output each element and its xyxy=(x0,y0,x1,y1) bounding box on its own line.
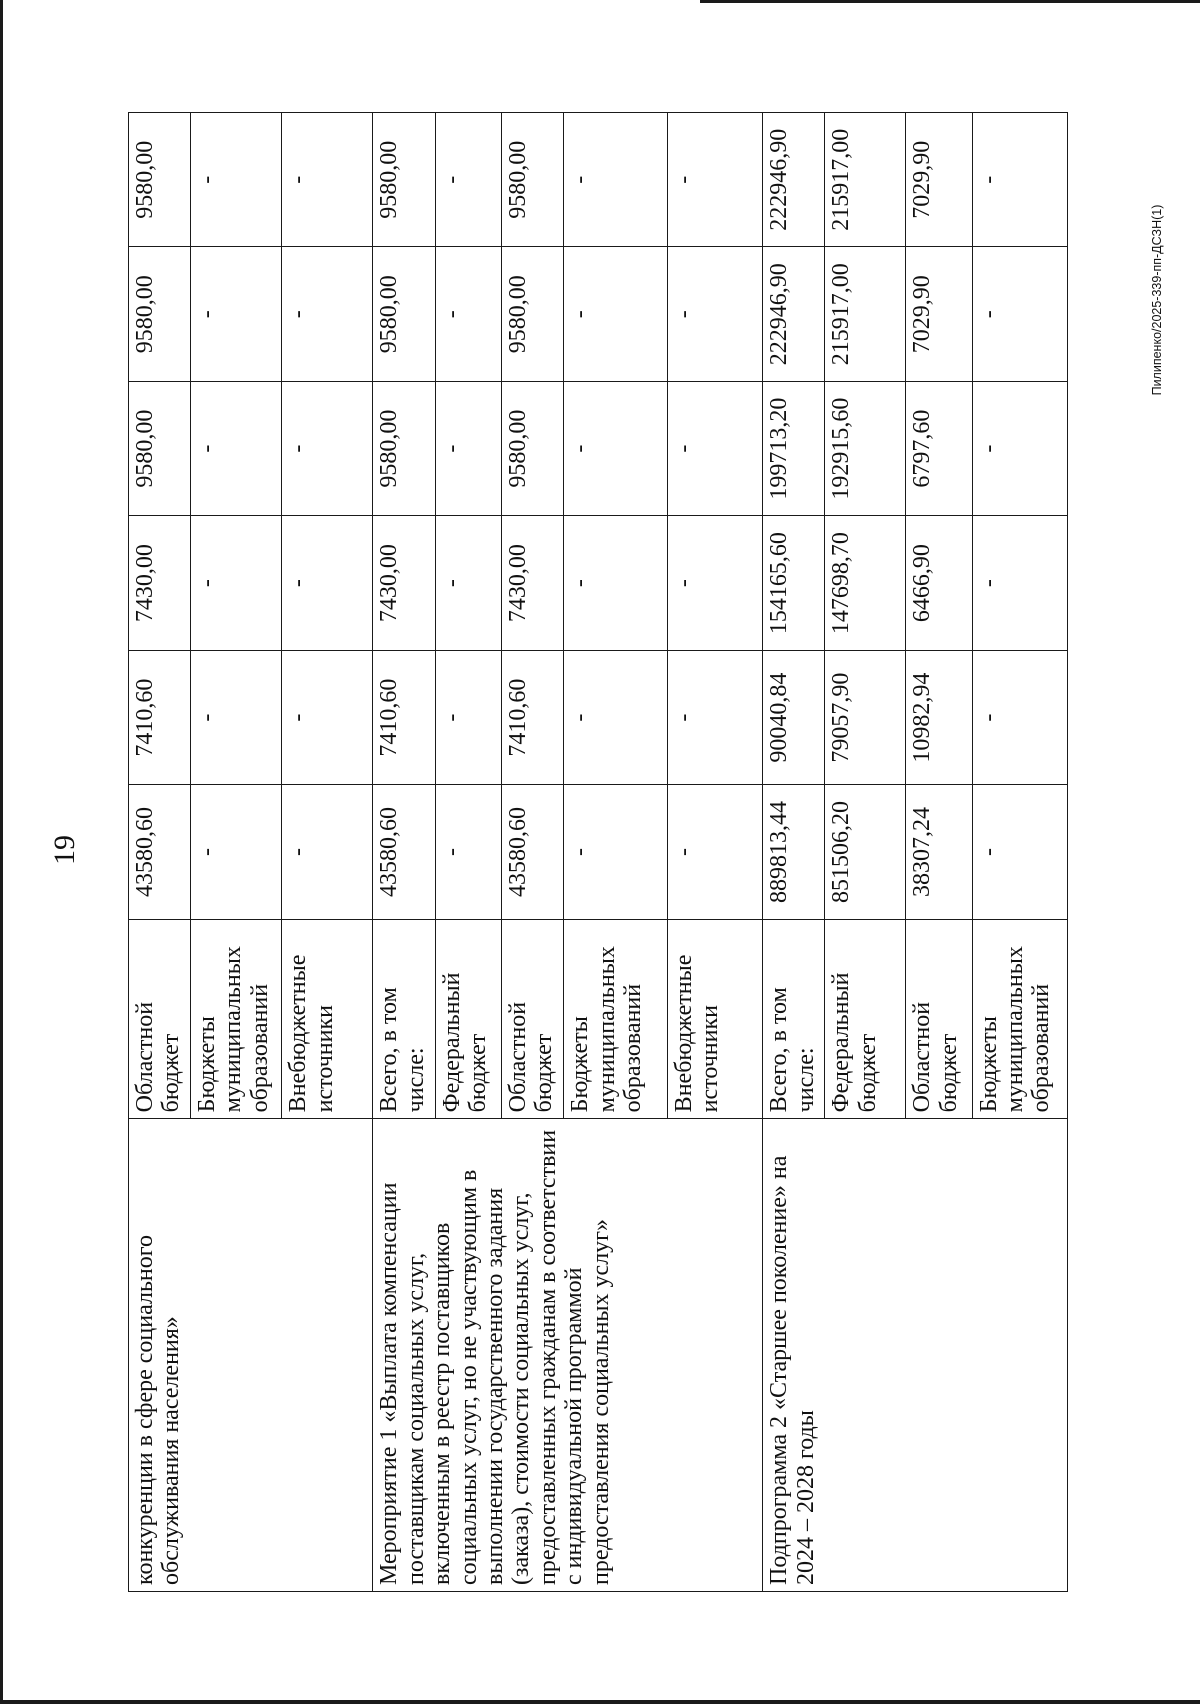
amount-cell: - xyxy=(282,113,373,247)
amount-cell: - xyxy=(435,785,501,919)
amount-cell: 192915,60 xyxy=(825,381,906,515)
page-number: 19 xyxy=(48,835,81,865)
amount-cell: 6797,60 xyxy=(906,381,972,515)
table-row xyxy=(373,113,435,1592)
amount-cell: 9580,00 xyxy=(373,247,435,381)
amount-cell: - xyxy=(435,381,501,515)
amount-cell: - xyxy=(667,650,762,784)
amount-cell: - xyxy=(190,247,281,381)
amount-cell: - xyxy=(190,381,281,515)
funding-source: Областной бюджет xyxy=(129,919,191,1119)
amount-cell: 147698,70 xyxy=(825,516,906,650)
funding-source: Внебюджетные источники xyxy=(282,919,373,1119)
amount-cell: - xyxy=(282,516,373,650)
amount-cell: 154165,60 xyxy=(763,516,825,650)
amount-cell: - xyxy=(667,785,762,919)
amount-cell: 90040,84 xyxy=(763,650,825,784)
amount-cell: 7410,60 xyxy=(373,650,435,784)
amount-cell: 215917,00 xyxy=(825,113,906,247)
amount-cell: - xyxy=(564,247,668,381)
amount-cell: - xyxy=(564,650,668,784)
funding-source: Бюджеты муниципальных образований xyxy=(564,919,668,1119)
amount-cell: 7430,00 xyxy=(502,516,564,650)
amount-cell: 7430,00 xyxy=(129,516,191,650)
amount-cell: - xyxy=(667,247,762,381)
funding-source: Всего, в том числе: xyxy=(373,919,435,1119)
amount-cell: 199713,20 xyxy=(763,381,825,515)
amount-cell: - xyxy=(435,113,501,247)
amount-cell: 9580,00 xyxy=(502,247,564,381)
amount-cell: 222946,90 xyxy=(763,113,825,247)
table-body xyxy=(129,113,1068,1592)
amount-cell: 43580,60 xyxy=(129,785,191,919)
amount-cell: - xyxy=(972,113,1067,247)
amount-cell: 43580,60 xyxy=(373,785,435,919)
amount-cell: 79057,90 xyxy=(825,650,906,784)
amount-cell: 7029,90 xyxy=(906,113,972,247)
amount-cell: - xyxy=(972,247,1067,381)
funding-source: Внебюджетные источники xyxy=(667,919,762,1119)
amount-cell: 851506,20 xyxy=(825,785,906,919)
amount-cell: - xyxy=(667,516,762,650)
funding-source: Областной бюджет xyxy=(906,919,972,1119)
amount-cell: 38307,24 xyxy=(906,785,972,919)
amount-cell: - xyxy=(972,650,1067,784)
amount-cell: 9580,00 xyxy=(129,247,191,381)
amount-cell: 6466,90 xyxy=(906,516,972,650)
amount-cell: - xyxy=(282,785,373,919)
amount-cell: - xyxy=(190,516,281,650)
amount-cell: 9580,00 xyxy=(129,113,191,247)
document-id: Пилипенко/2025-339-пп-ДСЗН(1) xyxy=(1150,204,1164,396)
amount-cell: - xyxy=(435,247,501,381)
amount-cell: - xyxy=(190,113,281,247)
program-description: Мероприятие 1 «Выплата компенсации поставщикам социальных услуг, включенным в реестр поставщиков социальных услуг, но не участвующим в выполнении государственного задания (заказа), стоимости социальных услуг, предоставленных гражданам в соответствии с индивидуальной программой предоставления социальных услуг» xyxy=(373,1119,763,1592)
amount-cell: - xyxy=(972,381,1067,515)
amount-cell: - xyxy=(435,650,501,784)
table-row xyxy=(129,113,191,1592)
amount-cell: - xyxy=(190,650,281,784)
amount-cell: - xyxy=(564,113,668,247)
amount-cell: - xyxy=(282,650,373,784)
amount-cell: - xyxy=(282,381,373,515)
table-container xyxy=(128,112,1068,1592)
amount-cell: 7430,00 xyxy=(373,516,435,650)
amount-cell: 9580,00 xyxy=(502,113,564,247)
amount-cell: - xyxy=(564,785,668,919)
amount-cell: - xyxy=(667,113,762,247)
amount-cell: 9580,00 xyxy=(373,113,435,247)
amount-cell: - xyxy=(564,381,668,515)
amount-cell: 9580,00 xyxy=(129,381,191,515)
amount-cell: 43580,60 xyxy=(502,785,564,919)
amount-cell: 215917,00 xyxy=(825,247,906,381)
funding-source: Федеральный бюджет xyxy=(435,919,501,1119)
amount-cell: - xyxy=(972,516,1067,650)
amount-cell: - xyxy=(972,785,1067,919)
scan-edge-bottom xyxy=(0,1700,1200,1704)
amount-cell: - xyxy=(435,516,501,650)
amount-cell: - xyxy=(282,247,373,381)
amount-cell: - xyxy=(190,785,281,919)
program-description: конкуренции в сфере социального обслуживания населения» xyxy=(129,1119,373,1592)
amount-cell: - xyxy=(564,516,668,650)
funding-source: Бюджеты муниципальных образований xyxy=(972,919,1067,1119)
amount-cell: 7410,60 xyxy=(502,650,564,784)
amount-cell: 9580,00 xyxy=(373,381,435,515)
funding-source: Всего, в том числе: xyxy=(763,919,825,1119)
amount-cell: - xyxy=(667,381,762,515)
amount-cell: 7410,60 xyxy=(129,650,191,784)
scan-edge-top xyxy=(700,0,1200,3)
funding-source: Федеральный бюджет xyxy=(825,919,906,1119)
budget-table xyxy=(128,112,1068,1592)
amount-cell: 9580,00 xyxy=(502,381,564,515)
program-description: Подпрограмма 2 «Старшее поколение» на 2024 – 2028 годы xyxy=(763,1119,1068,1592)
scan-edge-left xyxy=(0,0,3,1704)
amount-cell: 10982,94 xyxy=(906,650,972,784)
amount-cell: 222946,90 xyxy=(763,247,825,381)
funding-source: Областной бюджет xyxy=(502,919,564,1119)
table-row xyxy=(763,113,825,1592)
amount-cell: 7029,90 xyxy=(906,247,972,381)
amount-cell: 889813,44 xyxy=(763,785,825,919)
funding-source: Бюджеты муниципальных образований xyxy=(190,919,281,1119)
